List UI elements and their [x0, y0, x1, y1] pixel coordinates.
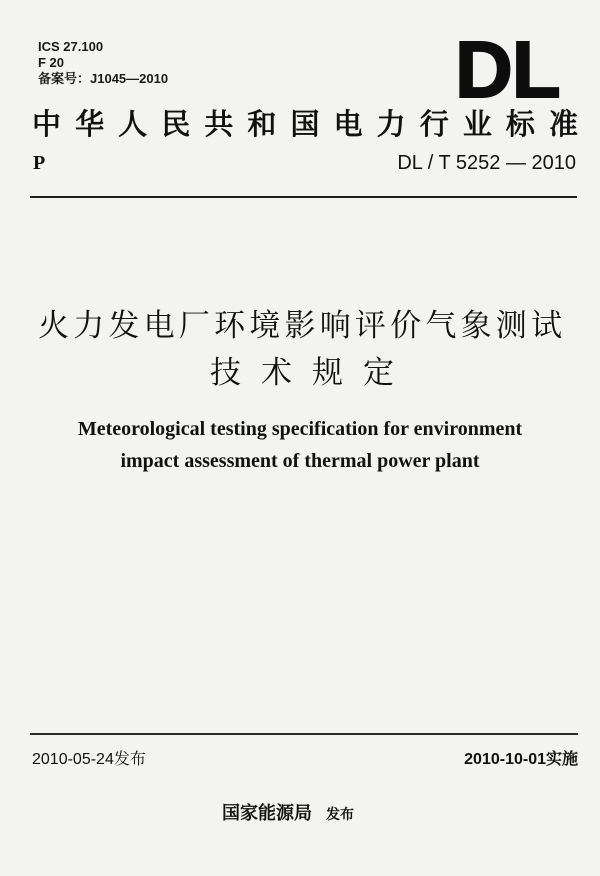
- record-number: 备案号：J1045—2010: [38, 71, 169, 86]
- standard-category: P: [33, 152, 46, 174]
- ics-code: ICS 27.100: [38, 39, 104, 54]
- title-en-line-1: Meteorological testing specification for environment: [77, 418, 523, 440]
- title-zh-line-2: 技 术 规 定: [210, 355, 394, 391]
- implementation-date: 2010-10-01实施: [464, 751, 578, 768]
- issuer-row: [222, 802, 354, 827]
- header-divider: [30, 196, 577, 198]
- issuer-action: 发布: [326, 807, 354, 823]
- issuer-name: 国家能源局: [222, 803, 312, 824]
- title-zh-line-1: 火力发电厂环境影响评价气象测试: [38, 308, 562, 344]
- dl-logo: DL: [455, 25, 560, 114]
- footer-divider: [30, 733, 578, 735]
- issue-date: 2010-05-24发布: [32, 751, 146, 768]
- standard-banner: 中华人民共和国电力行业标准: [32, 107, 578, 141]
- title-en-line-2: impact assessment of thermal power plant: [120, 450, 480, 472]
- ccs-code: F 20: [38, 55, 65, 70]
- standard-number: DL / T 5252 — 2010: [397, 152, 576, 174]
